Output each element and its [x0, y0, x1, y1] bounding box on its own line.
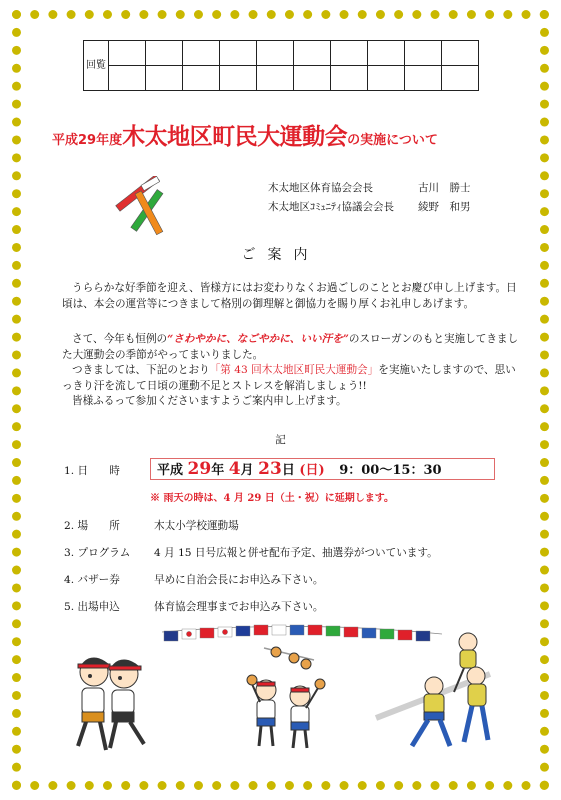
- circulation-table: [83, 40, 479, 91]
- item-date-label: [64, 463, 154, 478]
- title-suffix: の実施について: [347, 133, 438, 148]
- tug-race-illustration: [372, 632, 502, 754]
- stamp-cell: [109, 41, 146, 66]
- paragraph-closing: 皆様ふるって参加くださいますようご案内申し上げます。: [72, 395, 347, 407]
- signatory-name: 綾野 和男: [418, 201, 471, 213]
- date-month: 4: [228, 459, 241, 479]
- text: さて、今年も恒例の: [72, 333, 168, 345]
- slogan-text: “さわやかに、なごやかに、いい汗を”: [167, 333, 349, 345]
- stamp-cell: [368, 66, 405, 91]
- signatory-2: [268, 199, 471, 214]
- stamp-cell: [109, 66, 146, 91]
- event-date: [157, 459, 442, 479]
- text: つきましては、下記のとおり: [72, 364, 210, 376]
- paragraph-slogan: [62, 332, 522, 363]
- text: を実施いたしますので、思いっきり汗を流して日頃の運動不足とストレスを解消しましょう!!: [62, 364, 516, 392]
- event-time: 9：00～15：30: [339, 463, 442, 478]
- item-place: [64, 518, 239, 533]
- date-day: 23: [258, 459, 282, 479]
- stamp-cell: [294, 41, 331, 66]
- stamp-cell: [294, 66, 331, 91]
- date-weekday: (日): [299, 463, 325, 478]
- paragraph-event: [62, 363, 522, 394]
- date-month-unit: 月: [240, 463, 254, 478]
- rain-note: ※ 雨天の時は、4 月 29 日（土・祝）に延期します。: [150, 493, 394, 504]
- section-heading: ご案内: [241, 247, 320, 263]
- value: 早めに自治会長にお申込み下さい。: [154, 574, 324, 586]
- label: 3. プログラム: [64, 547, 131, 559]
- stamp-cell: [183, 66, 220, 91]
- paragraph-greeting: うららかな好季節を迎え、皆様方にはお変わりなくお過ごしのこととお慶び申し上げます。日頃は、本会の運営等につきまして格別の御理解と御協力を賜り厚くお礼申しあげます。: [62, 282, 517, 310]
- title-prefix: 平成29年度: [52, 133, 123, 148]
- signatory-1: [268, 180, 471, 195]
- date-day-unit: 日: [281, 463, 295, 478]
- date-year: 29: [187, 459, 212, 479]
- date-year-unit: 年: [211, 463, 225, 478]
- ball-toss-illustration: [244, 638, 344, 758]
- signatory-org: 木太地区体育協会会長: [268, 182, 373, 194]
- stamp-cell: [368, 41, 405, 66]
- label: 4. バザー券: [64, 574, 120, 586]
- title-main: 木太地区町民大運動会: [122, 124, 348, 150]
- item-program: [64, 545, 438, 560]
- stamp-cell: [405, 41, 442, 66]
- three-legged-race-illustration: [62, 650, 162, 758]
- signatory-name: 古川 勝士: [418, 182, 471, 194]
- label: 5. 出場申込: [64, 601, 120, 613]
- label: 1. 日 時: [64, 465, 120, 477]
- stamp-cell: [146, 41, 183, 66]
- ki-heading: 記: [275, 434, 286, 446]
- signatory-org: 木太地区ｺﾐｭﾆﾃｨ協議会会長: [268, 201, 394, 213]
- stamp-cell: [442, 66, 479, 91]
- stamp-cell: [183, 41, 220, 66]
- text: のスローガンのもと実施してきました大運動会の季節がやってまいりました。: [62, 333, 519, 361]
- circulation-label: 回覧: [84, 41, 109, 91]
- value: 体育協会理事までお申込み下さい。: [154, 601, 324, 613]
- stamp-cell: [405, 66, 442, 91]
- stamp-cell: [331, 41, 368, 66]
- event-name: 「第 43 回木太地区町民大運動会」: [209, 364, 379, 376]
- stamp-cell: [442, 41, 479, 66]
- item-bazaar: [64, 572, 324, 587]
- stamp-cell: [146, 66, 183, 91]
- value: 木太小学校運動場: [154, 520, 239, 532]
- value: 4 月 15 日号広報と併せ配布予定、抽選券がついています。: [154, 547, 438, 559]
- label: 2. 場 所: [64, 520, 120, 532]
- stamp-cell: [220, 66, 257, 91]
- relay-batons-illustration: [96, 176, 176, 248]
- stamp-cell: [220, 41, 257, 66]
- item-entry: [64, 599, 324, 614]
- stamp-cell: [257, 66, 294, 91]
- date-era: 平成: [157, 463, 184, 478]
- document-title: [52, 118, 522, 151]
- stamp-cell: [331, 66, 368, 91]
- stamp-cell: [257, 41, 294, 66]
